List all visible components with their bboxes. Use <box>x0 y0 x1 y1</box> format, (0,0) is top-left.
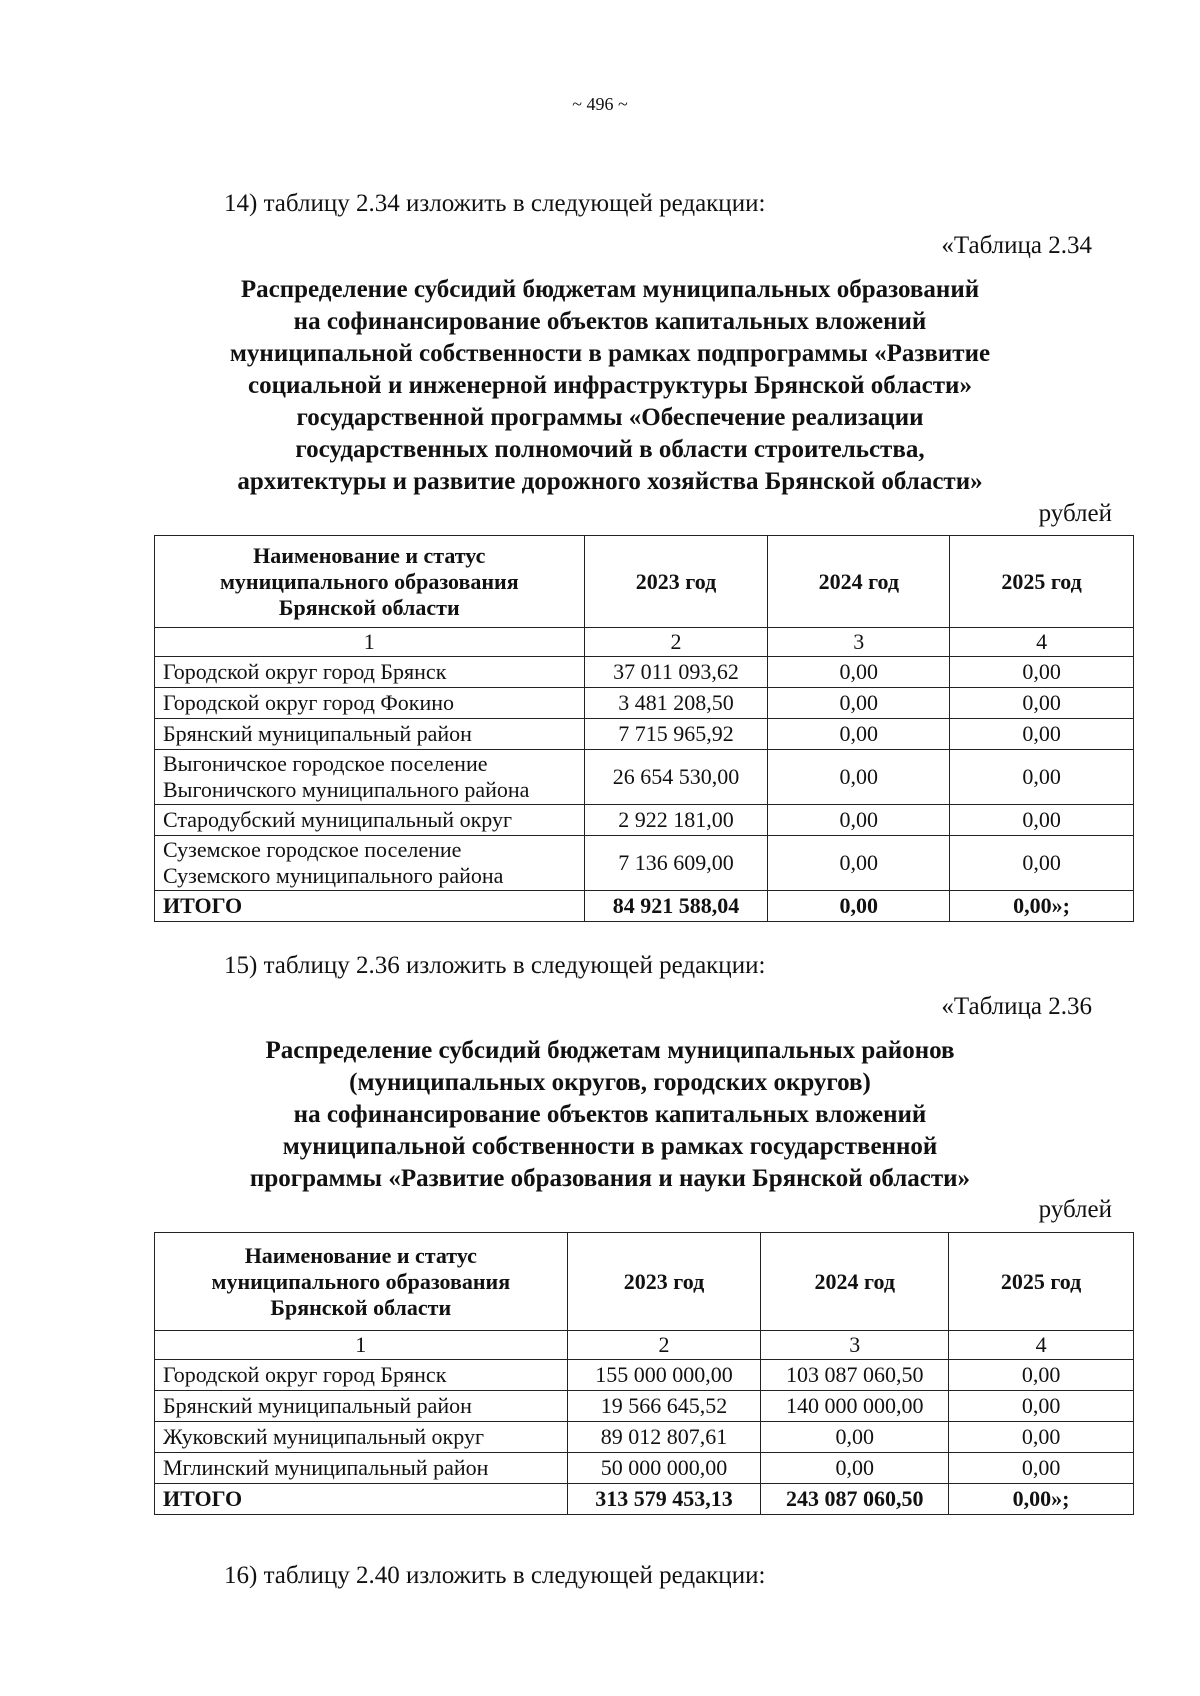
value-2025: 0,00 <box>950 719 1134 750</box>
value-2025: 0,00 <box>950 657 1134 688</box>
value-2023: 155 000 000,00 <box>567 1360 761 1391</box>
column-index: 3 <box>768 628 950 657</box>
row-name-line: Суземское городское поселение <box>163 837 462 862</box>
value-2023: 26 654 530,00 <box>584 750 768 805</box>
header-2025: 2025 год <box>949 1233 1134 1331</box>
table-2-34-label: «Таблица 2.34 <box>941 232 1092 259</box>
column-index: 1 <box>155 628 585 657</box>
row-name: Жуковский муниципальный округ <box>155 1422 568 1453</box>
value-2025: 0,00 <box>949 1453 1134 1484</box>
total-row <box>155 1484 1134 1515</box>
page-number: ~ 496 ~ <box>572 94 628 114</box>
table-2-34 <box>154 535 1134 922</box>
table-row <box>155 719 1134 750</box>
header-name-line: Наименование и статус <box>253 542 486 568</box>
value-2024: 0,00 <box>768 836 950 891</box>
heading-line: муниципальной собственности в рамках государственной <box>282 1133 938 1160</box>
units-label: рублей <box>1038 1196 1112 1223</box>
table-row <box>155 1422 1134 1453</box>
header-name <box>155 536 585 628</box>
value-2023: 3 481 208,50 <box>584 688 768 719</box>
value-2025: 0,00 <box>949 1360 1134 1391</box>
header-2024: 2024 год <box>768 536 950 628</box>
total-2025: 0,00»; <box>949 1484 1134 1515</box>
total-2023: 84 921 588,04 <box>584 891 768 922</box>
value-2023: 7 715 965,92 <box>584 719 768 750</box>
heading-line: (муниципальных округов, городских округов) <box>349 1069 871 1096</box>
item-14-text: 14) таблицу 2.34 изложить в следующей редакции: <box>224 190 766 217</box>
value-2024: 0,00 <box>768 688 950 719</box>
value-2025: 0,00 <box>949 1391 1134 1422</box>
value-2024: 140 000 000,00 <box>761 1391 949 1422</box>
heading-line: на софинансирование объектов капитальных вложений <box>293 308 927 335</box>
value-2023: 89 012 807,61 <box>567 1422 761 1453</box>
table-row <box>155 805 1134 836</box>
column-index-row <box>155 628 1134 657</box>
table-row <box>155 657 1134 688</box>
heading-line: социальной и инженерной инфраструктуры Брянской области» <box>248 372 972 399</box>
row-name: Городской округ город Брянск <box>155 1360 568 1391</box>
total-2023: 313 579 453,13 <box>567 1484 761 1515</box>
column-index: 2 <box>584 628 768 657</box>
table-2-36 <box>154 1232 1134 1515</box>
table-row <box>155 688 1134 719</box>
heading-line: Распределение субсидий бюджетам муниципальных районов <box>265 1037 955 1064</box>
heading-line: государственных полномочий в области строительства, <box>295 436 925 463</box>
value-2024: 0,00 <box>768 805 950 836</box>
column-index: 1 <box>155 1331 568 1360</box>
table-row <box>155 836 1134 891</box>
total-2024: 243 087 060,50 <box>761 1484 949 1515</box>
total-2025: 0,00»; <box>950 891 1134 922</box>
heading-line: на софинансирование объектов капитальных вложений <box>293 1101 927 1128</box>
value-2025: 0,00 <box>950 688 1134 719</box>
row-name: Городской округ город Брянск <box>155 657 585 688</box>
column-index-row <box>155 1331 1134 1360</box>
header-name-line: муниципального образования <box>211 1268 511 1294</box>
header-name-line: муниципального образования <box>219 568 519 594</box>
column-index: 2 <box>567 1331 761 1360</box>
value-2024: 0,00 <box>768 657 950 688</box>
total-row <box>155 891 1134 922</box>
heading-line: Распределение субсидий бюджетам муниципальных образований <box>240 276 980 303</box>
value-2023: 7 136 609,00 <box>584 836 768 891</box>
column-index: 4 <box>949 1331 1134 1360</box>
heading-line: муниципальной собственности в рамках подпрограммы «Развитие <box>229 340 991 367</box>
value-2025: 0,00 <box>950 750 1134 805</box>
value-2023: 50 000 000,00 <box>567 1453 761 1484</box>
value-2023: 2 922 181,00 <box>584 805 768 836</box>
row-name-line: Выгоничское городское поселение <box>163 751 488 776</box>
value-2025: 0,00 <box>950 805 1134 836</box>
units-label: рублей <box>1038 500 1112 527</box>
row-name-line: Выгоничского муниципального района <box>163 777 530 802</box>
header-2024: 2024 год <box>761 1233 949 1331</box>
value-2025: 0,00 <box>949 1422 1134 1453</box>
row-name: Мглинский муниципальный район <box>155 1453 568 1484</box>
item-16-text: 16) таблицу 2.40 изложить в следующей редакции: <box>224 1562 766 1589</box>
column-index: 4 <box>950 628 1134 657</box>
row-name: Стародубский муниципальный округ <box>155 805 585 836</box>
table-2-34-heading <box>150 274 1070 498</box>
row-name <box>155 836 585 891</box>
value-2024: 0,00 <box>768 719 950 750</box>
value-2025: 0,00 <box>950 836 1134 891</box>
total-label: ИТОГО <box>155 1484 568 1515</box>
column-index: 3 <box>761 1331 949 1360</box>
table-2-36-label: «Таблица 2.36 <box>941 993 1092 1020</box>
table-row <box>155 1391 1134 1422</box>
table-row <box>155 750 1134 805</box>
total-label: ИТОГО <box>155 891 585 922</box>
value-2024: 103 087 060,50 <box>761 1360 949 1391</box>
header-2025: 2025 год <box>950 536 1134 628</box>
heading-line: программы «Развитие образования и науки Брянской области» <box>249 1165 971 1192</box>
row-name: Городской округ город Фокино <box>155 688 585 719</box>
heading-line: государственной программы «Обеспечение реализации <box>296 404 924 431</box>
row-name-line: Суземского муниципального района <box>163 863 504 888</box>
value-2024: 0,00 <box>761 1422 949 1453</box>
table-2-36-heading <box>150 1035 1070 1195</box>
header-name-line: Наименование и статус <box>244 1242 477 1268</box>
heading-line: архитектуры и развитие дорожного хозяйства Брянской области» <box>237 468 983 495</box>
header-2023: 2023 год <box>567 1233 761 1331</box>
header-name <box>155 1233 568 1331</box>
total-2024: 0,00 <box>768 891 950 922</box>
header-name-line: Брянской области <box>270 1294 452 1320</box>
table-row <box>155 1360 1134 1391</box>
row-name <box>155 750 585 805</box>
table-header-row <box>155 536 1134 628</box>
table-row <box>155 1453 1134 1484</box>
header-2023: 2023 год <box>584 536 768 628</box>
row-name: Брянский муниципальный район <box>155 719 585 750</box>
value-2023: 37 011 093,62 <box>584 657 768 688</box>
value-2024: 0,00 <box>761 1453 949 1484</box>
table-header-row <box>155 1233 1134 1331</box>
value-2024: 0,00 <box>768 750 950 805</box>
header-name-line: Брянской области <box>278 594 460 620</box>
item-15-text: 15) таблицу 2.36 изложить в следующей редакции: <box>224 952 766 979</box>
row-name: Брянский муниципальный район <box>155 1391 568 1422</box>
value-2023: 19 566 645,52 <box>567 1391 761 1422</box>
